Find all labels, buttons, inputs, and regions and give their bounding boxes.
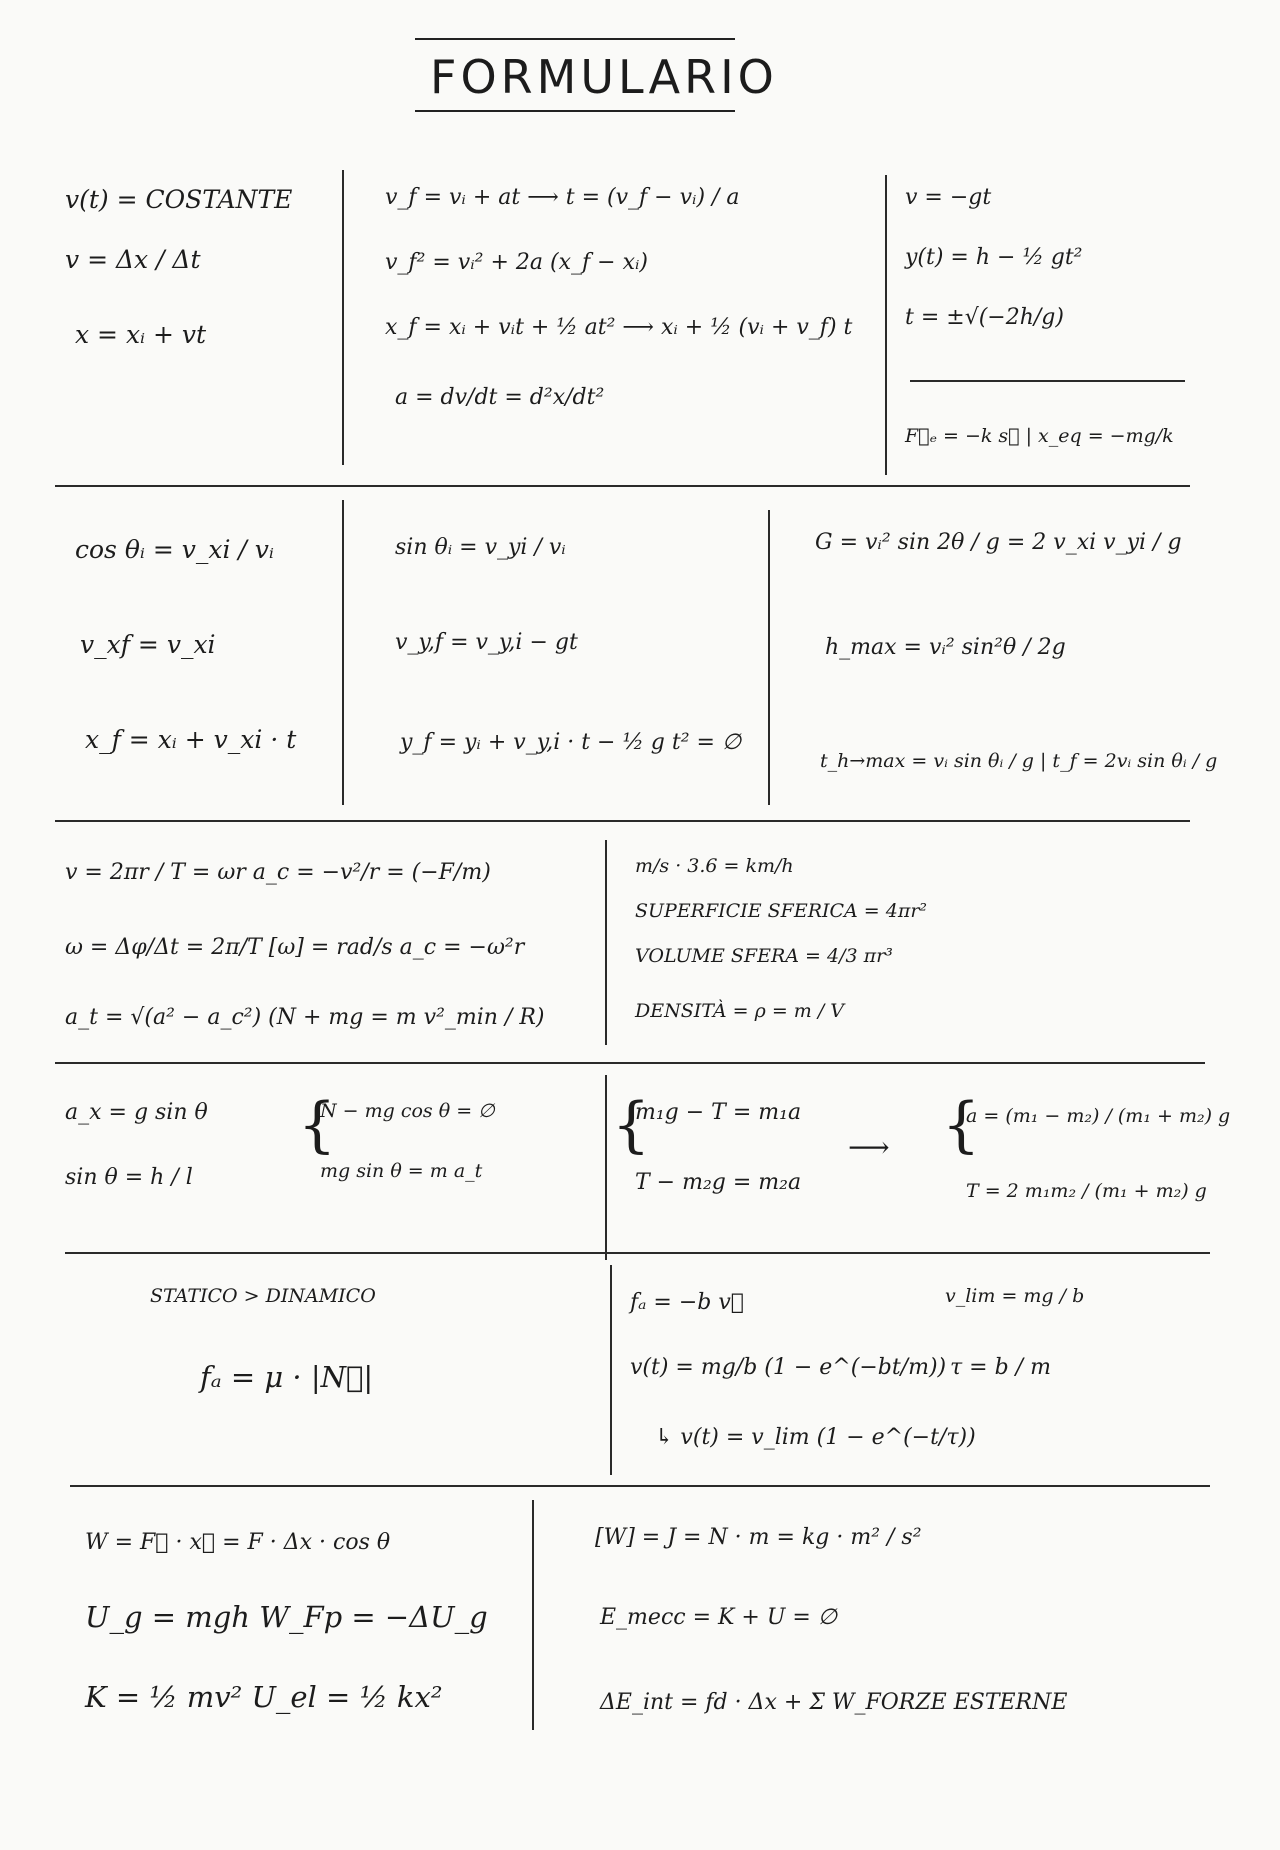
divider (342, 500, 344, 805)
formula: ↳ v(t) = v_lim (1 − e^(−t/τ)) (655, 1425, 976, 1450)
formula: sin θ = h / l (65, 1165, 193, 1190)
formula: N − mg cos θ = ∅ (320, 1100, 495, 1122)
formula: a_x = g sin θ (65, 1100, 208, 1125)
formula: fₐ = −b v⃗ (630, 1290, 744, 1315)
formula: v = −gt (905, 185, 992, 210)
divider (885, 175, 887, 475)
divider (532, 1500, 534, 1730)
section-divider (55, 1062, 1205, 1064)
formula: K = ½ mv² U_el = ½ kx² (85, 1680, 443, 1714)
formula: v_lim = mg / b (945, 1285, 1085, 1307)
formula: v(t) = mg/b (1 − e^(−bt/m)) (630, 1355, 947, 1380)
formula: STATICO > DINAMICO (150, 1285, 376, 1307)
formula: v_xf = v_xi (80, 630, 216, 659)
formula: x_f = xᵢ + vᵢt + ½ at² ⟶ xᵢ + ½ (vᵢ + v_f) t (385, 315, 853, 340)
brace-icon: { (298, 1090, 337, 1160)
divider (342, 170, 344, 465)
formula: SUPERFICIE SFERICA = 4πr² (635, 900, 928, 922)
formula: T − m₂g = m₂a (635, 1170, 802, 1195)
divider (605, 840, 607, 1045)
divider (768, 510, 770, 805)
formula: G = vᵢ² sin 2θ / g = 2 v_xi v_yi / g (815, 530, 1182, 555)
formula: t = ±√(−2h/g) (905, 305, 1064, 330)
page-title: FORMULARIO (430, 50, 778, 104)
section-divider (55, 485, 1190, 487)
formula: T = 2 m₁m₂ / (m₁ + m₂) g (966, 1180, 1207, 1202)
formula: a = dv/dt = d²x/dt² (395, 385, 605, 410)
formula: ω = Δφ/Δt = 2π/T [ω] = rad/s a_c = −ω²r (65, 935, 525, 960)
formula: h_max = vᵢ² sin²θ / 2g (825, 635, 1066, 660)
arrow-right-icon: ⟶ (848, 1130, 890, 1164)
formula: t_h→max = vᵢ sin θᵢ / g | t_f = 2vᵢ sin θᵢ / g (820, 750, 1218, 772)
formula: v_f = vᵢ + at ⟶ t = (v_f − vᵢ) / a (385, 185, 740, 210)
formula: ΔE_int = fd · Δx + Σ W_FORZE ESTERNE (600, 1690, 1068, 1715)
formula: y(t) = h − ½ gt² (905, 245, 1083, 270)
formula: a_t = √(a² − a_c²) (N + mg = m v²_min / R) (65, 1005, 545, 1030)
formula: τ = b / m (950, 1355, 1051, 1380)
formula: x = xᵢ + vt (75, 320, 207, 349)
formula: y_f = yᵢ + v_y,i · t − ½ g t² = ∅ (400, 730, 742, 755)
brace-icon: { (942, 1090, 981, 1160)
formula: v = Δx / Δt (65, 245, 201, 274)
formula: a = (m₁ − m₂) / (m₁ + m₂) g (966, 1105, 1231, 1127)
title-underline (415, 110, 735, 112)
formula: m/s · 3.6 = km/h (635, 855, 794, 877)
title-overline (415, 38, 735, 40)
formula: v_f² = vᵢ² + 2a (x_f − xᵢ) (385, 250, 648, 275)
formula: m₁g − T = m₁a (635, 1100, 802, 1125)
formula: x_f = xᵢ + v_xi · t (85, 725, 297, 754)
formula: W = F⃗ · x⃗ = F · Δx · cos θ (85, 1530, 391, 1555)
section-divider (65, 1252, 1210, 1254)
formula: DENSITÀ = ρ = m / V (635, 1000, 844, 1022)
section-divider (55, 820, 1190, 822)
formula: mg sin θ = m a_t (320, 1160, 483, 1182)
formula: v_y,f = v_y,i − gt (395, 630, 578, 655)
formula: v = 2πr / T = ωr a_c = −v²/r = (−F/m) (65, 860, 491, 885)
divider (605, 1075, 607, 1260)
formula: U_g = mgh W_Fp = −ΔU_g (85, 1600, 488, 1634)
formula: cos θᵢ = v_xi / vᵢ (75, 535, 274, 564)
formula: fₐ = μ · |N⃗| (200, 1360, 374, 1394)
brace-icon: { (612, 1090, 651, 1160)
formula: v(t) = COSTANTE (65, 185, 293, 214)
formula: VOLUME SFERA = 4/3 πr³ (635, 945, 893, 967)
formula: sin θᵢ = v_yi / vᵢ (395, 535, 566, 560)
formula: E_mecc = K + U = ∅ (600, 1605, 837, 1630)
section-divider (70, 1485, 1210, 1487)
divider (910, 380, 1185, 382)
formula: [W] = J = N · m = kg · m² / s² (595, 1525, 922, 1550)
divider (610, 1265, 612, 1475)
formula: F⃗ₑ = −k s⃗ | x_eq = −mg/k (905, 425, 1174, 447)
